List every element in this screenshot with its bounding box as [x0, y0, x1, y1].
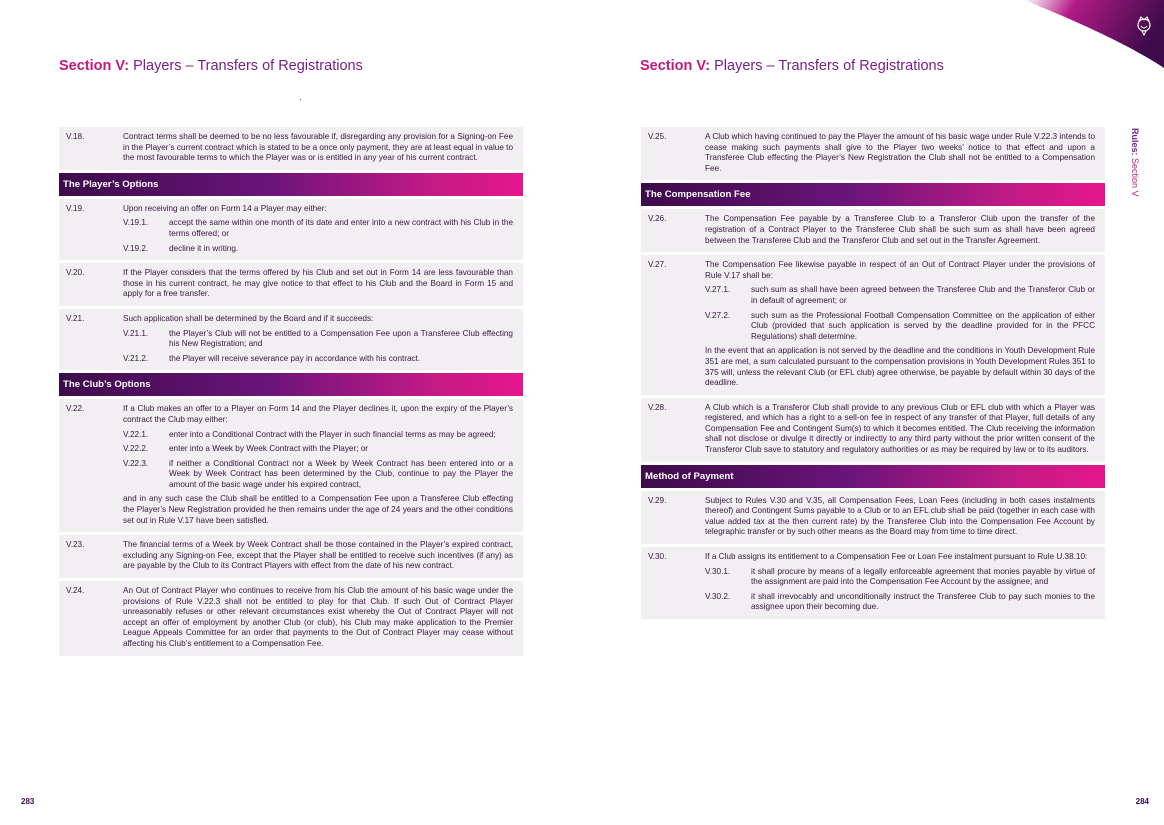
- rule-number: V.29.: [648, 495, 667, 505]
- rule-body: [123, 586, 513, 650]
- right-page: [582, 0, 1164, 825]
- rule-body: [123, 314, 513, 364]
- rule-number: V.28.: [648, 402, 667, 412]
- rule-item: [59, 263, 523, 306]
- rule-number: V.20.: [66, 268, 85, 278]
- sub-rule-number: V.19.2.: [123, 243, 149, 253]
- section-heading: Method of Payment: [641, 465, 1105, 488]
- rule-item: [59, 127, 523, 170]
- sub-rule-text: it shall procure by means of a legally enforceable agreement that monies payable by virtue of the assignment are paid into the Compensation Fee Account by the assignee; and: [751, 566, 1095, 587]
- rule-number: V.23.: [66, 540, 85, 550]
- rule-continuation-text: In the event that an application is not served by the deadline and the conditions in Youth Development Rule 351 are met, a sum calculated pursuant to the compensation provisions in Youth Development Rules 351 to 375 will, unless the relevant Club (or EFL club) agree otherwise, be payable by default within 30 days of the deadline.: [705, 346, 1095, 388]
- rule-text: A Club which is a Transferor Club shall provide to any previous Club or EFL club with which a Player was registered, and which has a right to a sell-on fee in respect of any transfer of that Player, full details of any Compensation Fee and Contingent Sum(s) to which it becomes entitled. The Club receiving the information shall not disclose or divulge it directly or indirectly to any third party without the prior written consent of the Transferor Club save to statutory and regulatory authorities or as may be required by law or to its auditors.: [705, 402, 1095, 455]
- sub-rule-number: V.21.1.: [123, 328, 149, 338]
- rule-body: [705, 214, 1095, 246]
- sub-rule-number: V.21.2.: [123, 353, 149, 363]
- sub-rule: [705, 567, 1095, 588]
- sub-rule-text: such sum as shall have been agreed between the Transferee Club and the Transferor Club or in default of agreement; or: [751, 285, 1095, 305]
- rule-body: [705, 496, 1095, 538]
- page-number: 283: [21, 797, 35, 806]
- sub-rule: [123, 329, 513, 350]
- rule-text: An Out of Contract Player who continues to receive from his Club the amount of his basic wage under the provisions of Rule V.22.3 shall not be entitled to play for that Club. If such Out of Contract Player unreasonably refuses or other relevant circumstances exist whereby the Out of Contract Player will not accept an offer of employment by another Club (or club), his Club may make application to the Premier League Appeals Committee for an order that payments to the Out of Contract Player may cease without affecting his Club’s entitlement to a Compensation Fee.: [123, 586, 513, 648]
- page-title: Section V: Players – Transfers of Registrations: [59, 58, 363, 74]
- rule-item: [59, 581, 523, 656]
- sub-rule-number: V.22.1.: [123, 429, 149, 439]
- sub-rule-number: V.19.1.: [123, 218, 149, 228]
- rule-body: [705, 260, 1095, 389]
- rule-text: Upon receiving an offer on Form 14 a Player may either:: [123, 203, 327, 213]
- rule-text: The Compensation Fee likewise payable in respect of an Out of Contract Player under the provisions of Rule V.17 shall be:: [705, 260, 1095, 280]
- sub-rule-text: decline it in writing.: [169, 243, 239, 253]
- sub-rule-number: V.27.2.: [705, 310, 731, 320]
- side-tab-label: Rules: Section V: [1130, 128, 1140, 197]
- section-heading: The Club’s Options: [59, 373, 523, 396]
- rule-number: V.30.: [648, 552, 667, 562]
- rule-number: V.19.: [66, 203, 85, 213]
- rule-number: V.21.: [66, 313, 85, 323]
- sub-rule: [123, 444, 513, 455]
- rule-text: Such application shall be determined by the Board and if it succeeds:: [123, 313, 374, 323]
- rule-body: [123, 540, 513, 572]
- rule-text: A Club which having continued to pay the Player the amount of his basic wage under Rule V.22.3 intends to cease making such payments shall give to the Player two weeks’ notice to that effect and upon a Transferee Club effecting the Player’s New Registration the Club shall not be entitled to a Compensation Fee.: [705, 132, 1095, 173]
- sub-rule: [123, 430, 513, 441]
- sub-rule: [123, 244, 513, 255]
- rules-column-right: [641, 127, 1105, 622]
- sub-rule-text: it shall irrevocably and unconditionally instruct the Transferee Club to pay such monies to the assignee upon their becoming due.: [751, 591, 1095, 612]
- rule-text: Subject to Rules V.30 and V.35, all Compensation Fees, Loan Fees (including in both cases instalments thereof) and Contingent Sums payable to a Club or to an EFL club shall be paid (together in each case with value added tax at the then current rate) by the Transferee Club into the Compensation Fee Account by telegraphic transfer or by such other means as the Board may from time to time direct.: [705, 495, 1095, 537]
- stray-dot: [300, 99, 301, 100]
- sub-rule: [705, 592, 1095, 613]
- rule-number: V.22.: [66, 404, 85, 414]
- rule-item: [59, 199, 523, 260]
- section-heading: The Compensation Fee: [641, 183, 1105, 206]
- sub-rule: [123, 459, 513, 491]
- rule-text: Contract terms shall be deemed to be no less favourable if, disregarding any provision for a Signing-on Fee in the Player’s current contract which is stated to be a once only payment, they are at least equal in value to the most favourable terms to which the Player was or is entitled in any year of his current contract.: [123, 132, 513, 163]
- sub-rule: [123, 218, 513, 239]
- section-heading: The Player’s Options: [59, 173, 523, 196]
- sub-rule-number: V.27.1.: [705, 285, 731, 295]
- rule-number: V.27.: [648, 260, 667, 270]
- sub-rule-number: V.30.1.: [705, 566, 731, 576]
- sub-rule-text: enter into a Conditional Contract with the Player in such financial terms as may be agreed;: [169, 429, 496, 439]
- sub-rule: [123, 354, 513, 365]
- rule-number: V.24.: [66, 586, 85, 596]
- rule-body: [123, 404, 513, 526]
- rule-number: V.25.: [648, 132, 667, 141]
- rule-body: [705, 132, 1095, 174]
- rule-body: [123, 132, 513, 164]
- sub-rule-text: enter into a Week by Week Contract with the Player; or: [169, 444, 369, 454]
- rule-item: [641, 547, 1105, 619]
- page-number: 284: [1135, 797, 1149, 806]
- rule-text: The financial terms of a Week by Week Contract shall be those contained in the Player’s expired contract, excluding any Signing-on Fee, except that the Player shall be entitled to receive such incentives (if any) as are payable by the Club to its Contract Players with effect from the date of his new contract.: [123, 540, 513, 571]
- sub-rule-text: the Player’s Club will not be entitled to a Compensation Fee upon a Transferee Club effecting his New Registration; and: [169, 328, 513, 349]
- sub-rule-number: V.30.2.: [705, 591, 731, 601]
- rule-item: [641, 209, 1105, 252]
- sub-rule-text: if neither a Conditional Contract nor a Week by Week Contract has been entered into or a Week by Week Contract has been determined by the Club, continue to pay the Player the amount of the basic wage under his expired contract,: [169, 458, 513, 489]
- rule-item: [641, 255, 1105, 395]
- rule-text: If the Player considers that the terms offered by his Club and set out in Form 14 are less favourable than those in his current contract, he may give notice to that effect to his Club and the Board in Form 15 and apply for a free transfer.: [123, 268, 513, 299]
- page-title: Section V: Players – Transfers of Registrations: [640, 58, 944, 74]
- rule-body: [705, 552, 1095, 613]
- rule-item: [59, 309, 523, 370]
- rule-number: V.18.: [66, 132, 85, 141]
- rule-text: If a Club makes an offer to a Player on Form 14 and the Player declines it, upon the expiry of the Player’s contract the Club may either:: [123, 404, 513, 424]
- rule-number: V.26.: [648, 214, 667, 224]
- sub-rule-number: V.22.2.: [123, 444, 149, 454]
- sub-rule: [705, 285, 1095, 306]
- rule-body: [123, 268, 513, 300]
- corner-swoosh: [1014, 0, 1164, 68]
- rule-body: [123, 204, 513, 254]
- rules-column-left: [59, 127, 523, 659]
- rule-continuation-text: and in any such case the Club shall be entitled to a Compensation Fee upon a Transferee Club effecting the Player’s New Registration provided he then remains under the age of 24 years and the other conditions set out in Rule V.17 have been satisfied.: [123, 494, 513, 525]
- rule-text: The Compensation Fee payable by a Transferee Club to a Transferor Club upon the transfer of the registration of a Contract Player to the Transferee Club shall be such sum as shall have been agreed between the Transferee Club and the Transferor Club and set out in the Transfer Agreement.: [705, 214, 1095, 245]
- rule-item: [59, 399, 523, 532]
- rule-body: [705, 403, 1095, 456]
- rule-text: If a Club assigns its entitlement to a Compensation Fee or Loan Fee instalment pursuant to Rule U.38.10:: [705, 552, 1088, 562]
- rule-item: [641, 491, 1105, 544]
- rule-item: [641, 398, 1105, 462]
- sub-rule-text: the Player will receive severance pay in accordance with his contract.: [169, 353, 421, 363]
- sub-rule-text: accept the same within one month of its date and enter into a new contract with his Club in the terms offered; or: [169, 218, 513, 238]
- sub-rule-text: such sum as the Professional Football Compensation Committee on the application of either Club (provided that such application is served by the deadline provided for in the PFCC Regulations) shall determine.: [751, 310, 1095, 341]
- rule-item: [59, 535, 523, 578]
- sub-rule: [705, 311, 1095, 343]
- sub-rule-number: V.22.3.: [123, 458, 149, 468]
- rule-item: [641, 127, 1105, 180]
